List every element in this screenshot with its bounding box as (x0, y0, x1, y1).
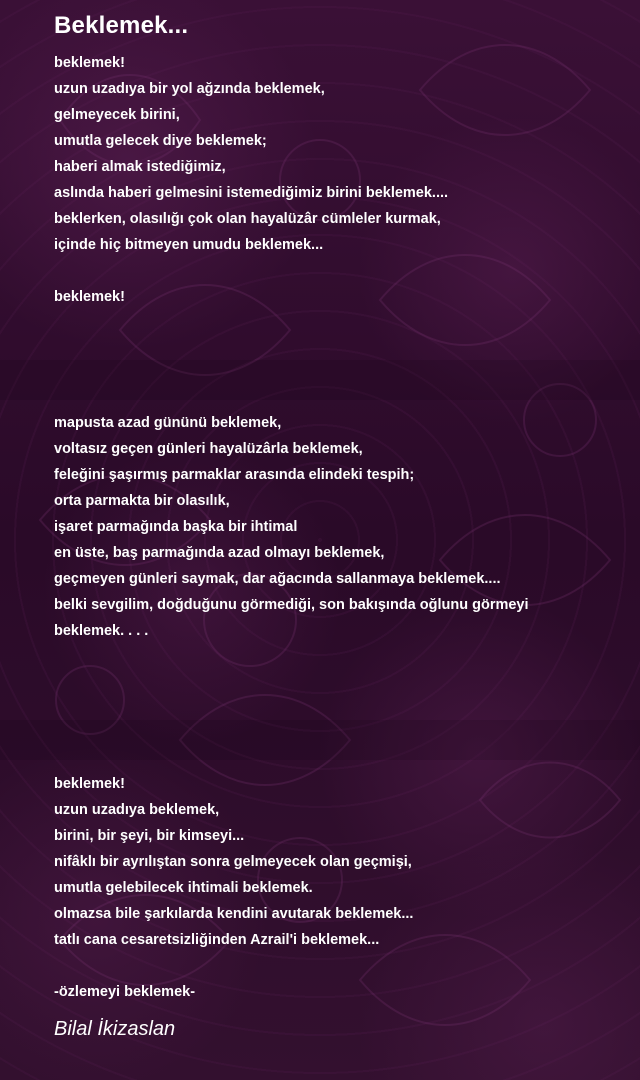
poem-line: voltasız geçen günleri hayalüzârla beklemek, (54, 441, 363, 457)
poem-line: geçmeyen günleri saymak, dar ağacında sallanmaya beklemek.... (54, 571, 501, 587)
poem-line: feleğini şaşırmış parmaklar arasında elindeki tespih; (54, 467, 415, 483)
poem-line: beklemek! (54, 55, 125, 71)
poem-line: birini, bir şeyi, bir kimseyi... (54, 828, 245, 844)
poem-author: Bilal İkizaslan (54, 1018, 176, 1040)
poem-line: uzun uzadıya beklemek, (54, 802, 220, 818)
poem-line (54, 258, 614, 284)
poem-line: beklerken, olasılığı çok olan hayalüzâr cümleler kurmak, (54, 211, 441, 227)
poem-line: gelmeyecek birini, (54, 107, 180, 123)
poem-line: uzun uzadıya bir yol ağzında beklemek, (54, 81, 325, 97)
poem-title: Beklemek... (54, 12, 189, 39)
poem-line: orta parmakta bir olasılık, (54, 493, 230, 509)
poem-line: umutla gelecek diye beklemek; (54, 133, 267, 149)
poem-line: beklemek! (54, 289, 125, 305)
poem-line: aslında haberi gelmesini istemediğimiz birini beklemek.... (54, 185, 449, 201)
poem-line: nifâklı bir ayrılıştan sonra gelmeyecek olan geçmişi, (54, 854, 412, 870)
poem-line: içinde hiç bitmeyen umudu beklemek... (54, 237, 324, 253)
poem-stanza-3 (54, 771, 614, 1005)
background-band (0, 360, 640, 400)
poem-line: beklemek. . . . (54, 623, 149, 639)
poem-line: haberi almak istediğimiz, (54, 159, 226, 175)
poem-stanza-2 (54, 410, 614, 644)
poem-line: mapusta azad gününü beklemek, (54, 415, 282, 431)
poem-line: tatlı cana cesaretsizliğinden Azrail'i beklemek... (54, 932, 380, 948)
poem-stanza-1 (54, 50, 614, 310)
poem-line: belki sevgilim, doğduğunu görmediği, son bakışında oğlunu görmeyi (54, 597, 529, 613)
poem-line: umutla gelebilecek ihtimali beklemek. (54, 880, 313, 896)
poem-line: işaret parmağında başka bir ihtimal (54, 519, 298, 535)
poem-line: olmazsa bile şarkılarda kendini avutarak beklemek... (54, 906, 414, 922)
poem-line: -özlemeyi beklemek- (54, 984, 196, 1000)
poem-line (54, 953, 614, 979)
poem-line: en üste, baş parmağında azad olmayı beklemek, (54, 545, 385, 561)
poem-line: beklemek! (54, 776, 125, 792)
background-band (0, 720, 640, 760)
